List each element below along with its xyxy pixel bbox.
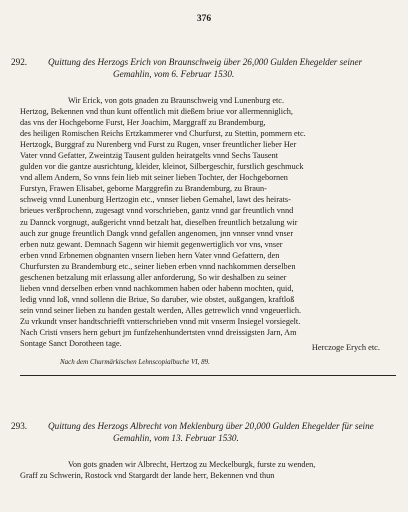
body-line: Churfursten zu Brandemburg etc., seiner lieben erben vnnd nachkommen derselben (20, 261, 296, 271)
page-number: 376 (196, 14, 212, 24)
body-line: des heiligen Romischen Reichs Ertzkammerer vnd Churfurst, zu Stettin, pommern etc. (20, 129, 306, 139)
body-line: geschenen betzalung mit erlassung aller anforderung, So wir deshalben zu seiner (20, 272, 287, 282)
body-line: erben vnnd Erbnemen obgnanten vnsern lieben hern Vater vnnd Gefattern, den (20, 250, 280, 260)
body-line: brieues verßprochenn, zugesagt vnnd vorschrieben, gantz vnnd gar freuntlich vnnd (20, 206, 294, 216)
doc-292-signature: Herczoge Erych etc. (311, 343, 380, 352)
body-line: Furstyn, Frawen Elisabet, geborne Marggrefin zu Brandemburg, zu Braun- (20, 184, 267, 194)
doc-293-heading-line-1: Quittung des Herzogs Albrecht von Meklenburg über 20,000 Gulden Ehegelder für seine (48, 421, 374, 431)
doc-292-heading-line-2: Gemahlin, vom 6. Februar 1530. (113, 68, 235, 79)
body-line: lieben vnnd derselben erben vnnd nachkommen haben oder habenn mochten, quid, (20, 283, 294, 293)
body-line: zu Dannck vorgnugt, außgericht vnnd betzalt hat, dieselben freuntlich betzalung wir (20, 217, 298, 227)
body-line: auch zur gnuge freuntlich Dangk vnnd gefallen angenomen, jnn vnnser vnnd vnser (20, 228, 294, 238)
doc-293-heading-line-2: Gemahlin, vom 13. Februar 1530. (113, 432, 239, 443)
doc-293-number: 293. (11, 421, 28, 431)
doc-292-number: 292. (11, 57, 28, 67)
body-line: Nach Cristi vnsers hern geburt jm funfzehenhundertsten vnnd dreissigsten Jarn, Am (20, 327, 297, 337)
body-line: erben nutz gewant. Demnach Sagenn wir hiemit gegenwertiglich vor vns, vnser (20, 239, 283, 249)
doc-293-body (20, 459, 396, 481)
body-line: gulden vor die gantze ausrichtung, kleider, kleinot, Silbergeschir, furstlich geschmuck (20, 162, 304, 172)
section-divider (20, 375, 396, 376)
body-line: Zu vrkundt vnser handtschriefft vntterschrieben vnnd mit vnserm Insiegel vorsiegelt. (20, 316, 301, 326)
body-line: Hertzog, Bekennen vnd thun kunt offentlich mit dießem briue vor allermenniglich, (20, 107, 293, 117)
body-line: das vns der Hochgeborne Furst, Her Joachim, Marggraff zu Brandemburg, (20, 118, 266, 128)
body-line: vnd allem Andern, So vnns fein lieb mit seiner lieben Tochter, der Hochgebornen (20, 173, 288, 183)
body-line: schweig vnnd Lunenburg Hertzogin etc., vnnser lieben Gemahel, lawt des heirats- (20, 195, 291, 205)
body-line: Graff zu Schwerin, Rostock vnd Stargardt der lande herr, Bekennen vnd thun (20, 471, 275, 481)
doc-292-body (20, 95, 396, 349)
doc-293-heading (11, 421, 396, 444)
doc-292-heading (11, 57, 396, 80)
body-line: Vater vnnd Gefatter, Zweintzig Tausent gulden heiratgelts vnnd Sechs Tausent (20, 151, 279, 161)
body-line: sein vnnd seiner lieben zu handen gestalt werden, Alles getrewlich vnnd vngeuerlich. (20, 305, 302, 315)
body-line: Hertzogk, Burggraf zu Nurenberg vnd Furst zu Rugen, vnser freuntlicher lieber Her (20, 140, 297, 150)
body-line: Sontage Sanct Dorotheen tage. (20, 339, 122, 349)
body-line: Von gots gnaden wir Albrecht, Hertzog zu Meckelburgk, furste zu wenden, (68, 460, 316, 469)
doc-292-source-note: Nach dem Churmärkischen Lehnscopialbuche VI, 89. (60, 358, 210, 366)
doc-292-heading-line-1: Quittung des Herzogs Erich von Braunschweig über 26,000 Gulden Ehegelder seiner (48, 57, 363, 67)
body-line: ledig vnnd loß, vnnd sollenn die Briue, So daruber, wie obstet, außgangen, kraftloß (20, 294, 295, 304)
body-line: Wir Erick, von gots gnaden zu Braunschweig vnd Lunenburg etc. (68, 96, 285, 105)
